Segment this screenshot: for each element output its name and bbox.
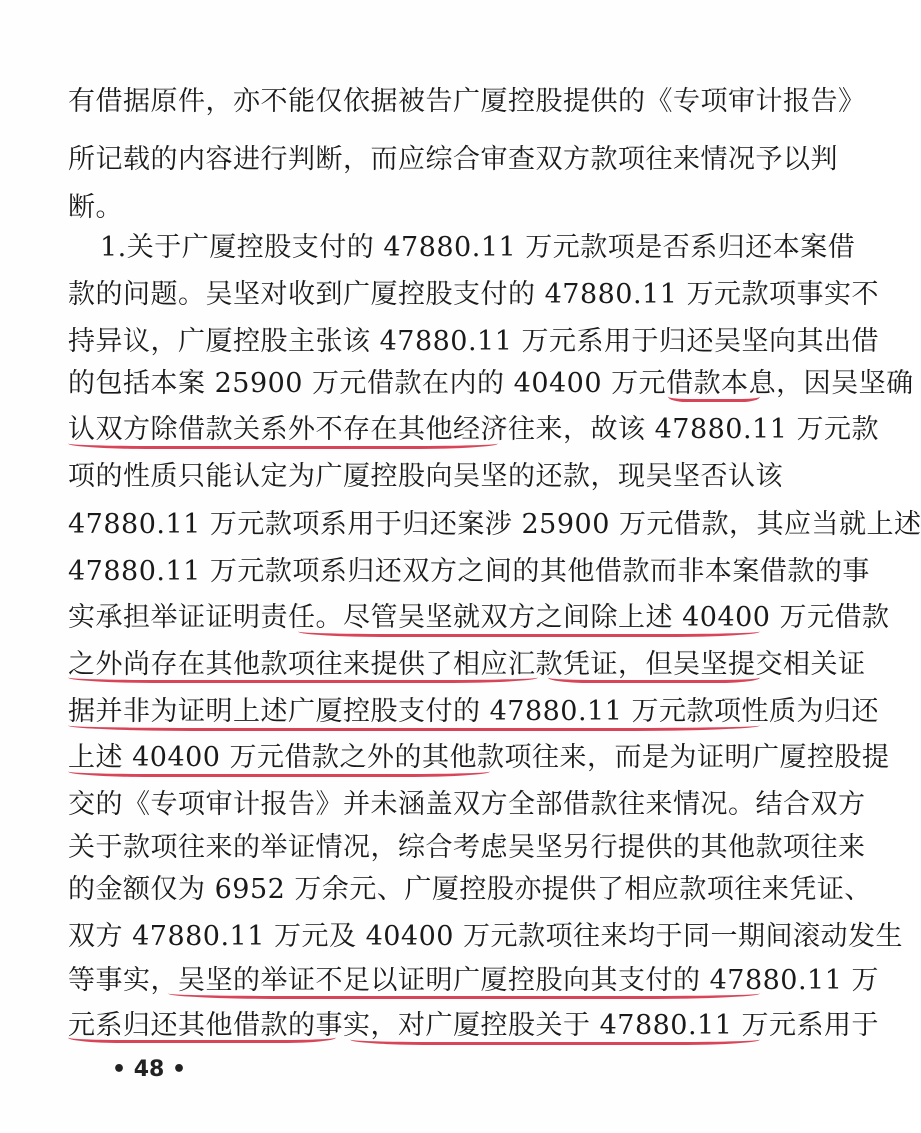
red-underline bbox=[350, 1034, 760, 1045]
text-line-20: 等事实，吴坚的举证不足以证明广厦控股向其支付的 47880.11 万 bbox=[68, 965, 879, 996]
text-line-4: 1.关于广厦控股支付的 47880.11 万元款项是否系归还本案借 bbox=[100, 232, 856, 263]
red-underline bbox=[298, 626, 760, 637]
text-line-17: 关于款项往来的举证情况，综合考虑吴坚另行提供的其他款项往来 bbox=[68, 832, 866, 863]
text-line-11: 47880.11 万元款项系归还双方之间的其他借款而非本案借款的事 bbox=[68, 556, 870, 587]
text-line-10: 47880.11 万元款项系用于归还案涉 25900 万元借款，其应当就上述 bbox=[68, 509, 921, 540]
text-line-18: 的金额仅为 6952 万余元、广厦控股亦提供了相应款项往来凭证、 bbox=[68, 874, 872, 905]
text-line-16: 交的《专项审计报告》并未涵盖双方全部借款往来情况。结合双方 bbox=[68, 789, 866, 820]
text-line-7: 的包括本案 25900 万元借款在内的 40400 万元借款本息，因吴坚确 bbox=[68, 368, 914, 399]
red-underline bbox=[68, 766, 490, 777]
text-line-15: 上述 40400 万元借款之外的其他款项往来，而是为证明广厦控股提 bbox=[68, 742, 890, 773]
text-line-6: 持异议，广厦控股主张该 47880.11 万元系用于归还吴坚向其出借 bbox=[68, 326, 879, 357]
text-line-8: 认双方除借款关系外不存在其他经济往来，故该 47880.11 万元款 bbox=[68, 414, 879, 445]
red-underline bbox=[548, 672, 760, 683]
red-underline bbox=[168, 988, 760, 999]
text-line-5: 款的问题。吴坚对收到广厦控股支付的 47880.11 万元款项事实不 bbox=[68, 279, 879, 310]
text-line-3: 断。 bbox=[68, 192, 123, 223]
text-line-2: 所记载的内容进行判断，而应综合审查双方款项往来情况予以判 bbox=[68, 144, 838, 175]
text-line-1: 有借据原件，亦不能仅依据被告广厦控股提供的《专项审计报告》 bbox=[68, 86, 866, 117]
red-underline bbox=[68, 1032, 336, 1043]
text-line-19: 双方 47880.11 万元及 40400 万元款项往来均于同一期间滚动发生 bbox=[68, 921, 904, 952]
red-underline bbox=[68, 438, 498, 449]
text-line-13: 之外尚存在其他款项往来提供了相应汇款凭证，但吴坚提交相关证 bbox=[68, 649, 866, 680]
red-underline bbox=[68, 720, 760, 731]
text-line-9: 项的性质只能认定为广厦控股向吴坚的还款，现吴坚否认该 bbox=[68, 461, 783, 492]
text-line-14: 据并非为证明上述广厦控股支付的 47880.11 万元款项性质为归还 bbox=[68, 696, 879, 727]
red-underline bbox=[668, 391, 760, 402]
red-underline bbox=[68, 672, 538, 683]
text-line-21: 元系归还其他借款的事实，对广厦控股关于 47880.11 万元系用于 bbox=[68, 1010, 879, 1041]
page-number: • 48 • bbox=[112, 1057, 187, 1082]
text-line-12: 实承担举证证明责任。尽管吴坚就双方之间除上述 40400 万元借款 bbox=[68, 602, 890, 633]
